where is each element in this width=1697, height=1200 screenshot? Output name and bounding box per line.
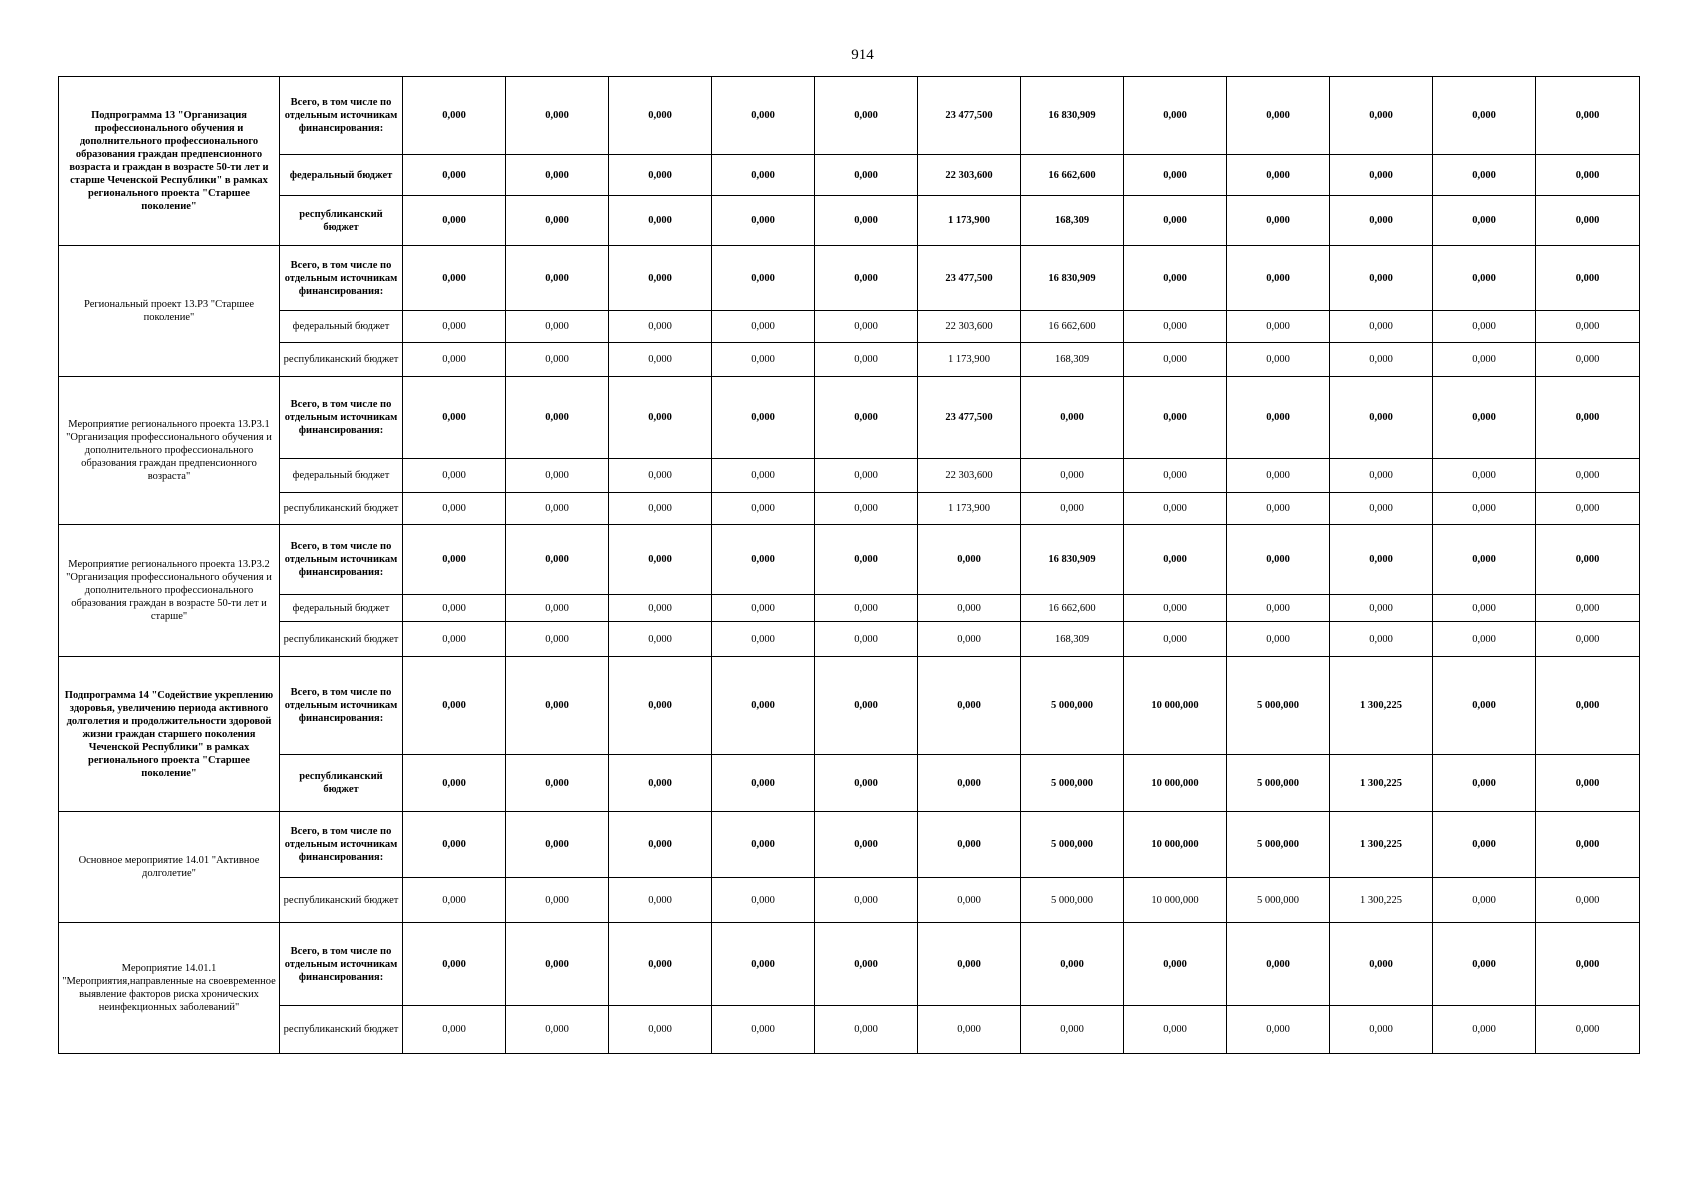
value-cell: 0,000 (1536, 493, 1640, 525)
value-cell: 0,000 (1536, 657, 1640, 755)
value-cell: 0,000 (712, 459, 815, 493)
value-cell: 0,000 (403, 77, 506, 155)
value-cell: 16 662,600 (1021, 311, 1124, 343)
value-cell: 5 000,000 (1021, 878, 1124, 923)
table-row (59, 246, 1640, 311)
value-cell: 0,000 (1021, 459, 1124, 493)
table-row (59, 878, 1640, 923)
table-row (59, 923, 1640, 1006)
value-cell: 16 662,600 (1021, 155, 1124, 196)
value-cell: 0,000 (815, 923, 918, 1006)
value-cell: 5 000,000 (1021, 755, 1124, 812)
value-cell: 0,000 (609, 196, 712, 246)
value-cell: 0,000 (1330, 196, 1433, 246)
value-cell: 0,000 (506, 377, 609, 459)
value-cell: 0,000 (918, 525, 1021, 595)
value-cell: 0,000 (1536, 155, 1640, 196)
funding-source-cell: Всего, в том числе по отдельным источникам финансирования: (280, 377, 403, 459)
value-cell: 0,000 (506, 459, 609, 493)
value-cell: 0,000 (1227, 246, 1330, 311)
value-cell: 0,000 (815, 311, 918, 343)
value-cell: 0,000 (712, 923, 815, 1006)
value-cell: 0,000 (712, 246, 815, 311)
value-cell: 0,000 (1227, 595, 1330, 622)
value-cell: 0,000 (506, 493, 609, 525)
value-cell: 0,000 (1330, 622, 1433, 657)
value-cell: 0,000 (506, 657, 609, 755)
table-row (59, 595, 1640, 622)
value-cell: 0,000 (815, 622, 918, 657)
value-cell: 22 303,600 (918, 459, 1021, 493)
value-cell: 0,000 (815, 493, 918, 525)
value-cell: 0,000 (712, 622, 815, 657)
value-cell: 0,000 (1330, 923, 1433, 1006)
value-cell: 0,000 (609, 812, 712, 878)
value-cell: 0,000 (506, 595, 609, 622)
value-cell: 0,000 (1536, 459, 1640, 493)
value-cell: 0,000 (1433, 493, 1536, 525)
value-cell: 0,000 (609, 525, 712, 595)
value-cell: 0,000 (506, 525, 609, 595)
value-cell: 0,000 (1536, 343, 1640, 377)
value-cell: 0,000 (918, 812, 1021, 878)
value-cell: 0,000 (1433, 1006, 1536, 1054)
funding-source-cell: республиканский бюджет (280, 196, 403, 246)
value-cell: 0,000 (712, 878, 815, 923)
value-cell: 0,000 (1227, 493, 1330, 525)
value-cell: 0,000 (609, 493, 712, 525)
value-cell: 5 000,000 (1227, 812, 1330, 878)
value-cell: 0,000 (1124, 525, 1227, 595)
value-cell: 0,000 (1330, 459, 1433, 493)
value-cell: 0,000 (1021, 1006, 1124, 1054)
value-cell: 0,000 (506, 622, 609, 657)
value-cell: 0,000 (918, 657, 1021, 755)
value-cell: 0,000 (815, 812, 918, 878)
funding-source-cell: республиканский бюджет (280, 493, 403, 525)
value-cell: 0,000 (712, 525, 815, 595)
budget-table (58, 76, 1640, 1054)
value-cell: 0,000 (1330, 155, 1433, 196)
table-row (59, 1006, 1640, 1054)
value-cell: 0,000 (403, 657, 506, 755)
value-cell: 0,000 (1124, 923, 1227, 1006)
value-cell: 0,000 (1124, 595, 1227, 622)
value-cell: 168,309 (1021, 622, 1124, 657)
value-cell: 23 477,500 (918, 246, 1021, 311)
value-cell: 0,000 (1330, 595, 1433, 622)
value-cell: 0,000 (1227, 1006, 1330, 1054)
table-row (59, 459, 1640, 493)
value-cell: 0,000 (403, 246, 506, 311)
table-row (59, 196, 1640, 246)
table-row (59, 493, 1640, 525)
value-cell: 0,000 (506, 923, 609, 1006)
value-cell: 0,000 (1536, 622, 1640, 657)
funding-source-cell: федеральный бюджет (280, 155, 403, 196)
value-cell: 168,309 (1021, 343, 1124, 377)
value-cell: 0,000 (815, 459, 918, 493)
value-cell: 0,000 (1227, 525, 1330, 595)
table-row (59, 155, 1640, 196)
value-cell: 0,000 (918, 622, 1021, 657)
value-cell: 0,000 (506, 1006, 609, 1054)
value-cell: 0,000 (609, 311, 712, 343)
value-cell: 0,000 (506, 155, 609, 196)
value-cell: 0,000 (1124, 246, 1227, 311)
value-cell: 0,000 (1330, 343, 1433, 377)
value-cell: 0,000 (815, 878, 918, 923)
value-cell: 0,000 (1433, 595, 1536, 622)
value-cell: 0,000 (712, 493, 815, 525)
value-cell: 0,000 (1330, 311, 1433, 343)
value-cell: 10 000,000 (1124, 657, 1227, 755)
value-cell: 5 000,000 (1227, 878, 1330, 923)
value-cell: 0,000 (815, 246, 918, 311)
value-cell: 0,000 (1330, 1006, 1433, 1054)
table-row (59, 755, 1640, 812)
value-cell: 10 000,000 (1124, 812, 1227, 878)
value-cell: 0,000 (609, 923, 712, 1006)
funding-source-cell: Всего, в том числе по отдельным источникам финансирования: (280, 246, 403, 311)
value-cell: 0,000 (609, 77, 712, 155)
value-cell: 5 000,000 (1021, 657, 1124, 755)
value-cell: 0,000 (1536, 1006, 1640, 1054)
table-row (59, 657, 1640, 755)
table-row (59, 622, 1640, 657)
value-cell: 23 477,500 (918, 377, 1021, 459)
value-cell: 0,000 (1124, 493, 1227, 525)
value-cell: 0,000 (609, 622, 712, 657)
section-name-cell: Основное мероприятие 14.01 "Активное долголетие" (59, 812, 280, 923)
value-cell: 0,000 (403, 923, 506, 1006)
section-name-cell: Мероприятие регионального проекта 13.P3.1 "Организация профессионального обучения и дополнительного профессионального образования граждан предпенсионного возраста" (59, 377, 280, 525)
value-cell: 0,000 (506, 196, 609, 246)
value-cell: 0,000 (609, 595, 712, 622)
table-row (59, 311, 1640, 343)
value-cell: 0,000 (1227, 622, 1330, 657)
table-row (59, 343, 1640, 377)
funding-source-cell: Всего, в том числе по отдельным источникам финансирования: (280, 812, 403, 878)
value-cell: 0,000 (609, 246, 712, 311)
value-cell: 22 303,600 (918, 155, 1021, 196)
value-cell: 0,000 (1433, 657, 1536, 755)
value-cell: 1 173,900 (918, 196, 1021, 246)
value-cell: 0,000 (609, 155, 712, 196)
value-cell: 1 300,225 (1330, 878, 1433, 923)
value-cell: 0,000 (815, 657, 918, 755)
table-row (59, 77, 1640, 155)
value-cell: 0,000 (1433, 622, 1536, 657)
value-cell: 1 300,225 (1330, 657, 1433, 755)
value-cell: 0,000 (1124, 343, 1227, 377)
value-cell: 0,000 (918, 878, 1021, 923)
value-cell: 0,000 (918, 755, 1021, 812)
value-cell: 0,000 (1433, 878, 1536, 923)
value-cell: 0,000 (1330, 377, 1433, 459)
value-cell: 0,000 (403, 755, 506, 812)
value-cell: 0,000 (1433, 755, 1536, 812)
value-cell: 5 000,000 (1227, 657, 1330, 755)
value-cell: 0,000 (506, 755, 609, 812)
funding-source-cell: Всего, в том числе по отдельным источникам финансирования: (280, 525, 403, 595)
value-cell: 0,000 (1227, 77, 1330, 155)
value-cell: 10 000,000 (1124, 878, 1227, 923)
value-cell: 0,000 (712, 196, 815, 246)
value-cell: 0,000 (1124, 459, 1227, 493)
value-cell: 0,000 (609, 343, 712, 377)
value-cell: 0,000 (815, 377, 918, 459)
funding-source-cell: республиканский бюджет (280, 1006, 403, 1054)
value-cell: 0,000 (1433, 377, 1536, 459)
value-cell: 168,309 (1021, 196, 1124, 246)
value-cell: 0,000 (1124, 377, 1227, 459)
value-cell: 0,000 (1536, 377, 1640, 459)
value-cell: 0,000 (712, 311, 815, 343)
value-cell: 0,000 (1330, 77, 1433, 155)
value-cell: 0,000 (403, 343, 506, 377)
value-cell: 0,000 (1124, 155, 1227, 196)
value-cell: 0,000 (1536, 923, 1640, 1006)
section-name-cell: Региональный проект 13.P3 "Старшее поколение" (59, 246, 280, 377)
value-cell: 0,000 (506, 343, 609, 377)
value-cell: 0,000 (1124, 196, 1227, 246)
value-cell: 0,000 (1227, 155, 1330, 196)
value-cell: 0,000 (1021, 923, 1124, 1006)
value-cell: 0,000 (1124, 1006, 1227, 1054)
value-cell: 0,000 (1433, 196, 1536, 246)
value-cell: 0,000 (1227, 196, 1330, 246)
value-cell: 0,000 (1330, 525, 1433, 595)
value-cell: 0,000 (609, 657, 712, 755)
value-cell: 0,000 (815, 196, 918, 246)
value-cell: 0,000 (815, 595, 918, 622)
value-cell: 0,000 (1227, 311, 1330, 343)
value-cell: 0,000 (1433, 923, 1536, 1006)
value-cell: 0,000 (1536, 77, 1640, 155)
section-name-cell: Подпрограмма 14 "Содействие укреплению здоровья, увеличению периода активного долголетия и продолжительности здоровой жизни граждан старшего поколения Чеченской Республики" в рамках регионального проекта "Старшее поколение" (59, 657, 280, 812)
value-cell: 0,000 (403, 812, 506, 878)
table-row (59, 377, 1640, 459)
value-cell: 0,000 (815, 77, 918, 155)
value-cell: 0,000 (712, 343, 815, 377)
value-cell: 0,000 (1433, 246, 1536, 311)
value-cell: 0,000 (1330, 493, 1433, 525)
budget-table-body (59, 77, 1640, 1054)
value-cell: 0,000 (712, 595, 815, 622)
value-cell: 0,000 (609, 459, 712, 493)
page-number: 914 (851, 47, 874, 63)
value-cell: 0,000 (1433, 311, 1536, 343)
value-cell: 0,000 (1433, 459, 1536, 493)
value-cell: 0,000 (1536, 878, 1640, 923)
value-cell: 0,000 (712, 77, 815, 155)
value-cell: 0,000 (403, 595, 506, 622)
funding-source-cell: Всего, в том числе по отдельным источникам финансирования: (280, 657, 403, 755)
value-cell: 0,000 (1536, 812, 1640, 878)
value-cell: 0,000 (712, 657, 815, 755)
value-cell: 0,000 (1021, 493, 1124, 525)
value-cell: 0,000 (506, 77, 609, 155)
table-row (59, 812, 1640, 878)
value-cell: 0,000 (1433, 812, 1536, 878)
value-cell: 5 000,000 (1021, 812, 1124, 878)
value-cell: 0,000 (712, 155, 815, 196)
value-cell: 0,000 (1227, 377, 1330, 459)
section-name-cell: Подпрограмма 13 "Организация профессионального обучения и дополнительного профессионального образования граждан предпенсионного возраста и граждан в возрасте 50-ти лет и старше Чеченской Республики" в рамках регионального проекта "Старшее поколение" (59, 77, 280, 246)
value-cell: 0,000 (815, 755, 918, 812)
value-cell: 0,000 (815, 1006, 918, 1054)
value-cell: 0,000 (1433, 77, 1536, 155)
value-cell: 16 662,600 (1021, 595, 1124, 622)
value-cell: 0,000 (918, 1006, 1021, 1054)
value-cell: 0,000 (1536, 525, 1640, 595)
value-cell: 1 300,225 (1330, 812, 1433, 878)
value-cell: 0,000 (403, 196, 506, 246)
section-name-cell: Мероприятие регионального проекта 13.P3.2 "Организация профессионального обучения и дополнительного профессионального образования граждан в возрасте 50-ти лет и старше" (59, 525, 280, 657)
value-cell: 0,000 (403, 493, 506, 525)
value-cell: 1 173,900 (918, 343, 1021, 377)
value-cell: 0,000 (403, 377, 506, 459)
value-cell: 0,000 (1536, 755, 1640, 812)
funding-source-cell: федеральный бюджет (280, 595, 403, 622)
value-cell: 0,000 (712, 812, 815, 878)
value-cell: 10 000,000 (1124, 755, 1227, 812)
table-row (59, 525, 1640, 595)
value-cell: 0,000 (1227, 923, 1330, 1006)
value-cell: 16 830,909 (1021, 77, 1124, 155)
value-cell: 0,000 (1536, 196, 1640, 246)
value-cell: 23 477,500 (918, 77, 1021, 155)
value-cell: 0,000 (1227, 343, 1330, 377)
value-cell: 0,000 (506, 246, 609, 311)
value-cell: 0,000 (1433, 343, 1536, 377)
funding-source-cell: Всего, в том числе по отдельным источникам финансирования: (280, 77, 403, 155)
value-cell: 0,000 (1536, 595, 1640, 622)
value-cell: 0,000 (1433, 525, 1536, 595)
value-cell: 0,000 (609, 1006, 712, 1054)
value-cell: 0,000 (918, 595, 1021, 622)
value-cell: 5 000,000 (1227, 755, 1330, 812)
value-cell: 0,000 (712, 377, 815, 459)
funding-source-cell: республиканский бюджет (280, 622, 403, 657)
funding-source-cell: федеральный бюджет (280, 311, 403, 343)
value-cell: 0,000 (403, 878, 506, 923)
value-cell: 0,000 (609, 878, 712, 923)
value-cell: 16 830,909 (1021, 525, 1124, 595)
value-cell: 16 830,909 (1021, 246, 1124, 311)
value-cell: 0,000 (1330, 246, 1433, 311)
value-cell: 0,000 (815, 525, 918, 595)
value-cell: 0,000 (1227, 459, 1330, 493)
value-cell: 0,000 (403, 1006, 506, 1054)
value-cell: 0,000 (403, 622, 506, 657)
value-cell: 22 303,600 (918, 311, 1021, 343)
value-cell: 0,000 (1124, 622, 1227, 657)
value-cell: 0,000 (1124, 311, 1227, 343)
value-cell: 0,000 (1124, 77, 1227, 155)
funding-source-cell: федеральный бюджет (280, 459, 403, 493)
value-cell: 0,000 (506, 812, 609, 878)
value-cell: 0,000 (1021, 377, 1124, 459)
value-cell: 0,000 (712, 755, 815, 812)
value-cell: 0,000 (815, 343, 918, 377)
value-cell: 0,000 (712, 1006, 815, 1054)
value-cell: 1 300,225 (1330, 755, 1433, 812)
value-cell: 0,000 (403, 525, 506, 595)
funding-source-cell: республиканский бюджет (280, 878, 403, 923)
funding-source-cell: республиканский бюджет (280, 343, 403, 377)
funding-source-cell: Всего, в том числе по отдельным источникам финансирования: (280, 923, 403, 1006)
value-cell: 0,000 (815, 155, 918, 196)
value-cell: 0,000 (506, 878, 609, 923)
value-cell: 0,000 (403, 311, 506, 343)
value-cell: 0,000 (609, 377, 712, 459)
value-cell: 0,000 (403, 155, 506, 196)
funding-source-cell: республиканский бюджет (280, 755, 403, 812)
value-cell: 0,000 (403, 459, 506, 493)
value-cell: 0,000 (506, 311, 609, 343)
value-cell: 0,000 (609, 755, 712, 812)
section-name-cell: Мероприятие 14.01.1 "Мероприятия,направленные на своевременное выявление факторов риска хронических неинфекционных заболеваний" (59, 923, 280, 1054)
value-cell: 0,000 (1433, 155, 1536, 196)
value-cell: 0,000 (1536, 246, 1640, 311)
value-cell: 0,000 (1536, 311, 1640, 343)
value-cell: 0,000 (918, 923, 1021, 1006)
value-cell: 1 173,900 (918, 493, 1021, 525)
